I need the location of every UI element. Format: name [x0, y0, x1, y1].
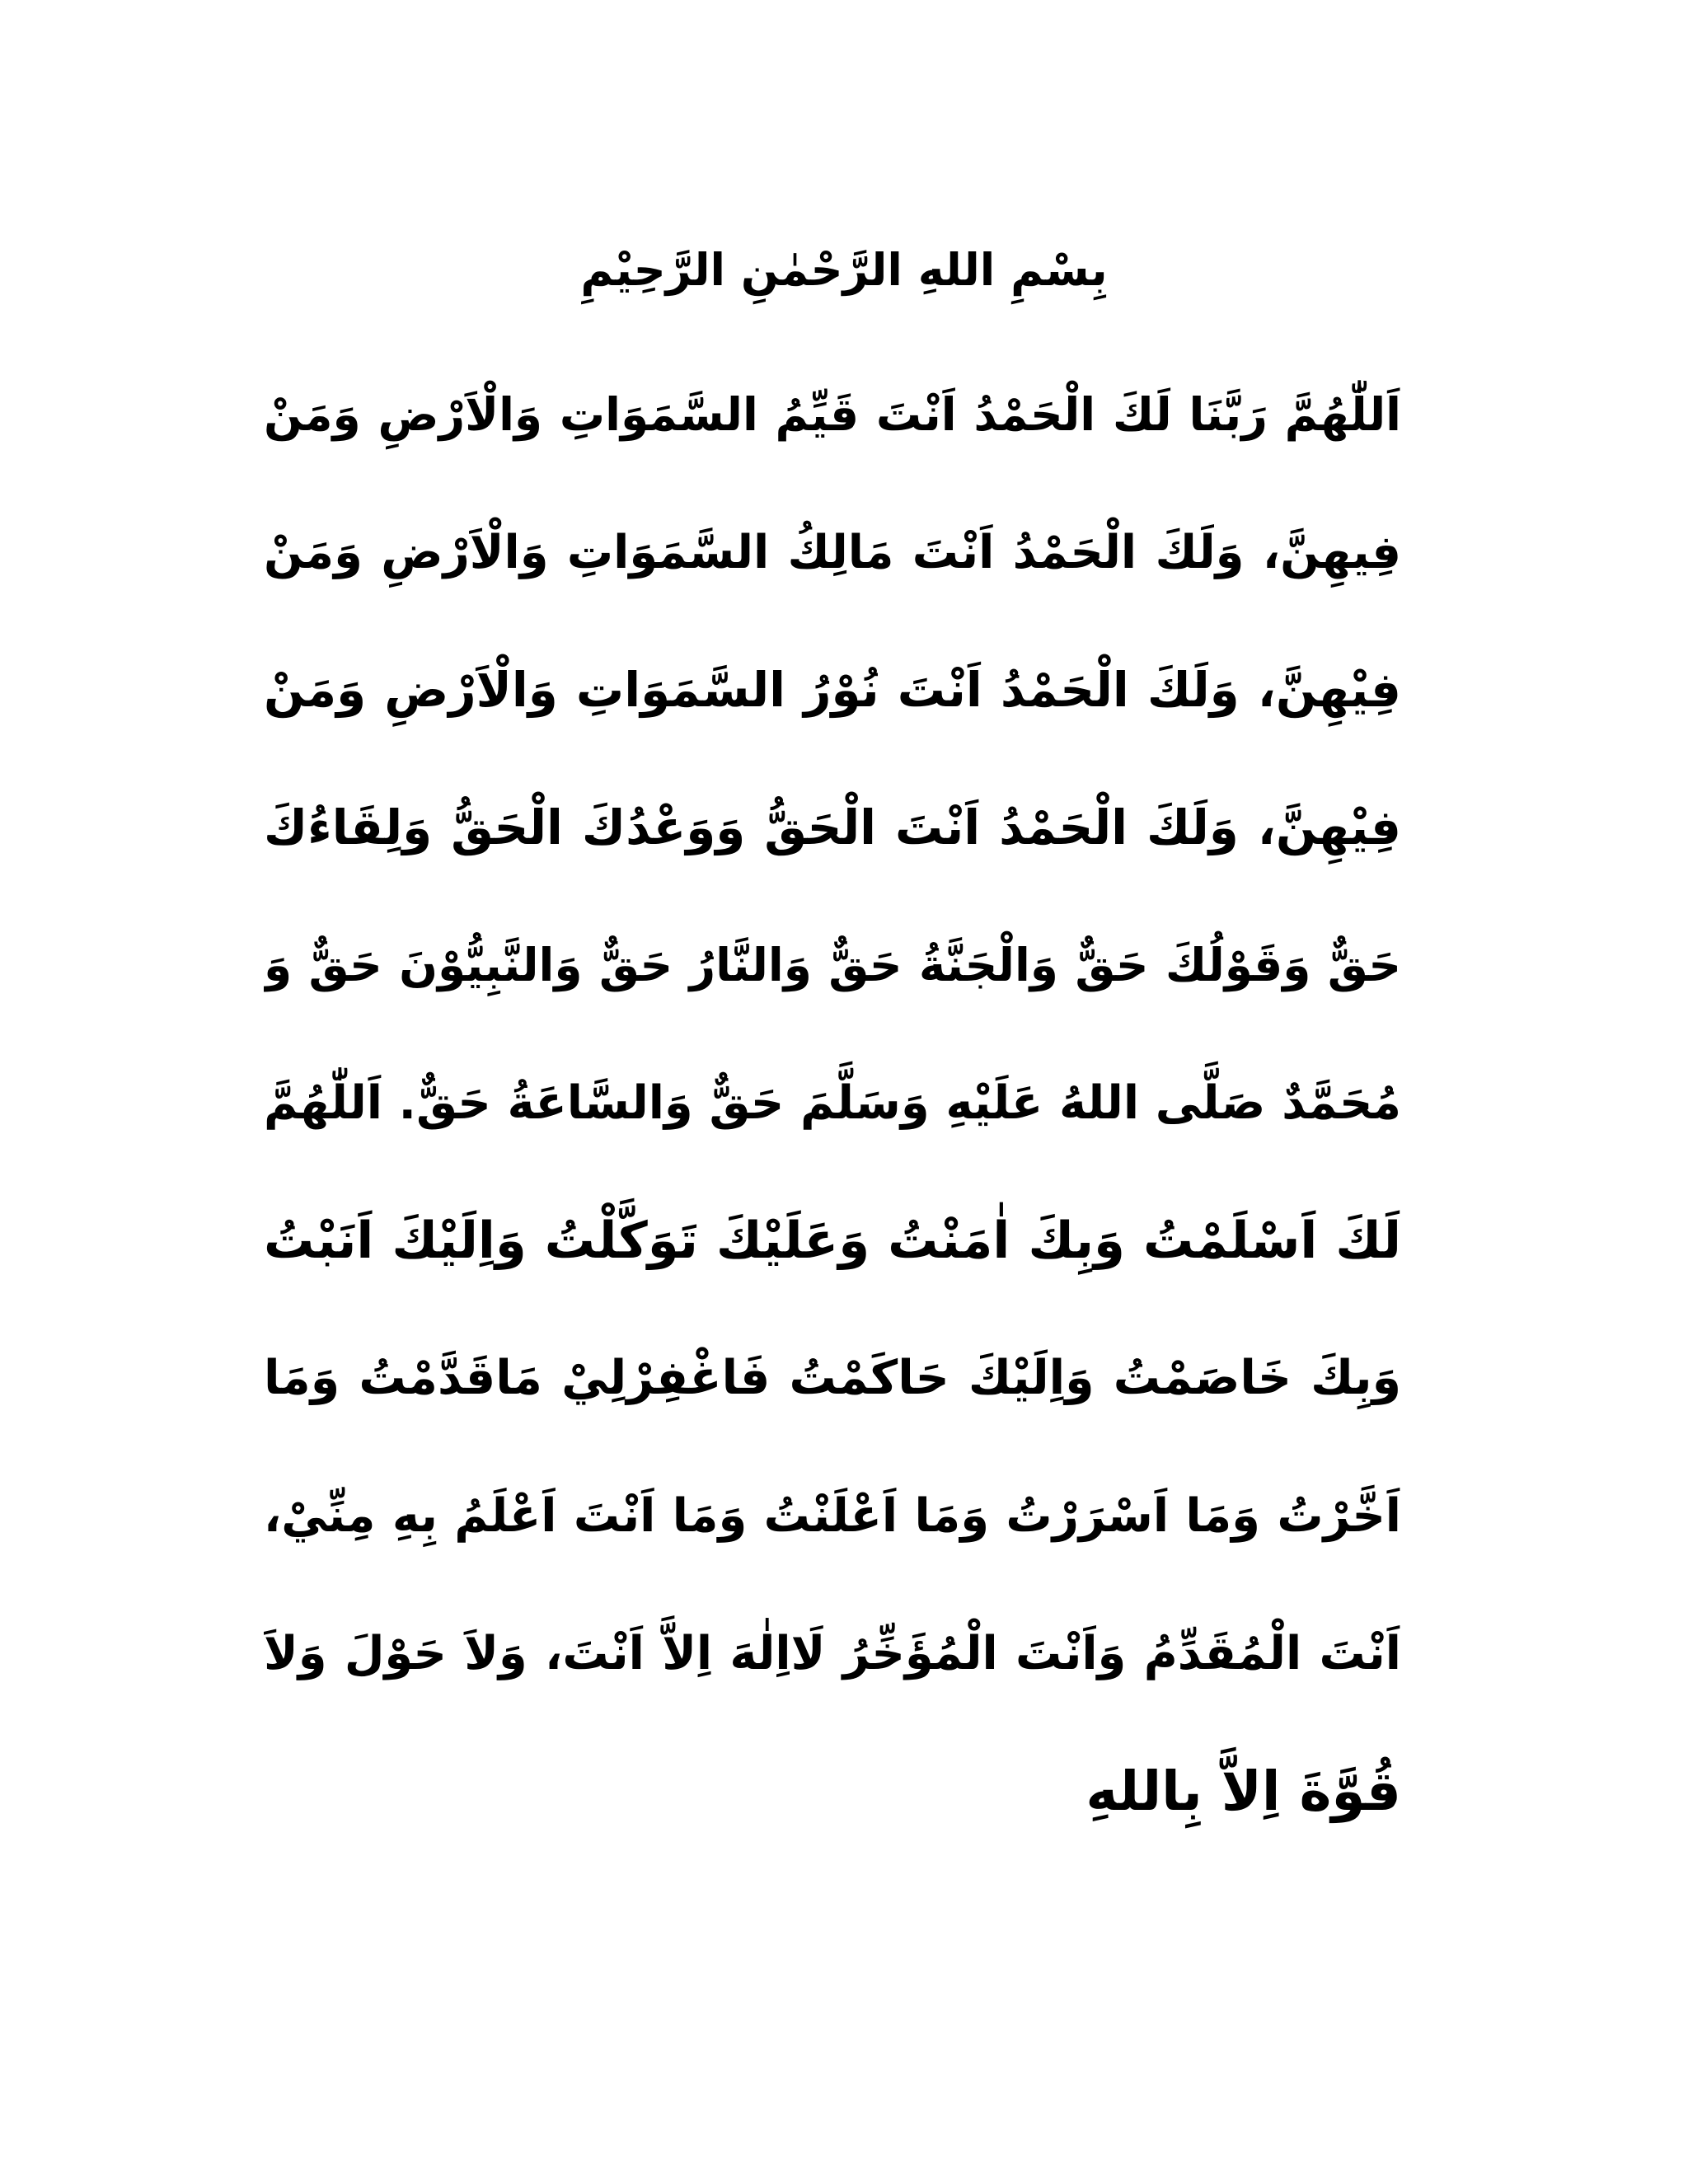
prayer-line-10: اَنْتَ الْمُقَدِّمُ وَاَنْتَ الْمُؤَخِّرُ لَااِلٰهَ اِلاَّ اَنْتَ، وَلاَ حَوْلَ وَلاَ [264, 1627, 1401, 1680]
prayer-line-6: مُحَمَّدٌ صَلَّى اللهُ عَلَيْهِ وَسَلَّمَ حَقٌّ وَالسَّاعَةُ حَقٌّ. اَللّٰهُمَّ [264, 1076, 1401, 1130]
prayer-line-1: اَللّٰهُمَّ رَبَّنَا لَكَ الْحَمْدُ اَنْتَ قَيِّمُ السَّمَوَاتِ وَالْاَرْضِ وَمَنْ [264, 388, 1401, 441]
prayer-text [264, 346, 1401, 1860]
prayer-line-7: لَكَ اَسْلَمْتُ وَبِكَ اٰمَنْتُ وَعَلَيْكَ تَوَكَّلْتُ وَاِلَيْكَ اَنَبْتُ [264, 1212, 1401, 1270]
prayer-line-9: اَخَّرْتُ وَمَا اَسْرَرْتُ وَمَا اَعْلَنْتُ وَمَا اَنْتَ اَعْلَمُ بِهِ مِنِّيْ، [264, 1489, 1401, 1543]
prayer-line-8: وَبِكَ خَاصَمْتُ وَاِلَيْكَ حَاكَمْتُ فَاغْفِرْلِيْ مَاقَدَّمْتُ وَمَا [264, 1351, 1401, 1405]
prayer-line-3: فِيْهِنَّ، وَلَكَ الْحَمْدُ اَنْتَ نُوْرُ السَّمَوَاتِ وَالْاَرْضِ وَمَنْ [264, 662, 1401, 718]
prayer-line-2: فِيهِنَّ، وَلَكَ الْحَمْدُ اَنْتَ مَالِكُ السَّمَوَاتِ وَالْاَرْضِ وَمَنْ [264, 526, 1401, 579]
prayer-line-11: قُوَّةَ اِلاَّ بِاللهِ [1085, 1760, 1401, 1823]
prayer-line-4: فِيْهِنَّ، وَلَكَ الْحَمْدُ اَنْتَ الْحَقُّ وَوَعْدُكَ الْحَقُّ وَلِقَاءُكَ [264, 799, 1401, 855]
basmala-heading: بِسْمِ اللهِ الرَّحْمٰنِ الرَّحِيْمِ [580, 244, 1108, 296]
prayer-line-5: حَقٌّ وَقَوْلُكَ حَقٌّ وَالْجَنَّةُ حَقٌّ وَالنَّارُ حَقٌّ وَالنَّبِيُّوْنَ حَقٌّ وَ [264, 939, 1401, 991]
